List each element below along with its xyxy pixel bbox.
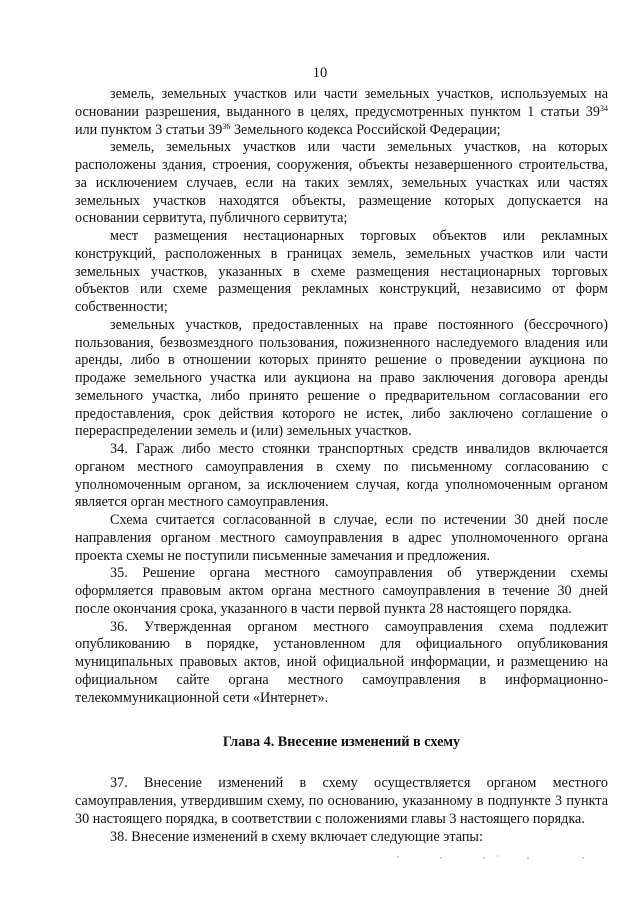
paragraph-granted-plots: земельных участков, предоставленных на праве постоянного (бессрочного) пользования, безвозмездного пользования, пожизненного наследуемого владения или аренды, либо в отношении которых принято решение о проведении аукциона по продаже земельного участка или аукциона на право заключения договора аренды земельного участка, либо принято решение о предварительном согласовании его предоставления, срок действия которого не истек, либо заключено соглашение о перераспределении земель и (или) земельных участков. xyxy=(75,316,608,440)
page-number: 10 xyxy=(312,65,328,81)
paragraph-text: или пунктом 3 статьи 39 xyxy=(75,121,223,138)
paragraph-text: Земельного кодекса Российской Федерации; xyxy=(230,121,501,138)
paragraph-35: 35. Решение органа местного самоуправления об утверждении схемы оформляется правовым актом органа местного самоуправления в течение 30 дней после окончания срока, указанного в части первой пункта 28 настоящего порядка. xyxy=(75,565,608,617)
paragraph-lands-permission xyxy=(75,86,608,139)
paragraph-approval-30-days: Схема считается согласованной в случае, если по истечении 30 дней после направления органом местного самоуправления в адрес уполномоченного органа проекта схемы не поступили письменные замечания и предложения. xyxy=(75,512,608,564)
paragraph-38: 38. Внесение изменений в схему включает следующие этапы: xyxy=(110,828,483,845)
superscript: 36 xyxy=(222,121,231,131)
paragraph-37: 37. Внесение изменений в схему осуществляется органом местного самоуправления, утвердившим схему, по основанию, указанному в подпункте 3 пункта 30 настоящего порядка, в соответствии с положениями главы 3 настоящего порядка. xyxy=(75,775,608,827)
document-body xyxy=(75,86,608,846)
chapter-heading: Глава 4. Внесение изменений в схему xyxy=(222,734,461,751)
paragraph-36: 36. Утвержденная органом местного самоуправления схема подлежит опубликованию в порядке, установленном для официального опубликования муниципальных правовых актов, иной официальной информации, и размещению на официальном сайте органа местного самоуправления в информационно-телекоммуникационной сети «Интернет». xyxy=(75,618,608,706)
paragraph-nonstationary-objects: мест размещения нестационарных торговых объектов или рекламных конструкций, расположенных в границах земель, земельных участков или части земельных участков, указанных в схеме размещения нестационарных торговых объектов или схеме размещения рекламных конструкций, независимо от форм собственности; xyxy=(75,228,608,315)
paragraph-34: 34. Гараж либо место стоянки транспортных средств инвалидов включается органом местного самоуправления в схему по письменному согласованию с уполномоченным органом, за исключением случая, когда уполномоченным органом является орган местного самоуправления. xyxy=(75,441,608,511)
paragraph-lands-buildings: земель, земельных участков или части земельных участков, на которых расположены здания, строения, сооружения, объекты незавершенного строительства, за исключением случаев, если на таких землях, земельных участках или частях земельных участков находятся объекты, размещение которых допускается на основании сервитута, публичного сервитута; xyxy=(75,139,608,227)
paragraph-text: земель, земельных участков или части земельных участков, используемых на основании разрешения, выданного в целях, предусмотренных пунктом 1 статьи 39 xyxy=(75,86,608,120)
superscript: 34 xyxy=(600,103,608,113)
